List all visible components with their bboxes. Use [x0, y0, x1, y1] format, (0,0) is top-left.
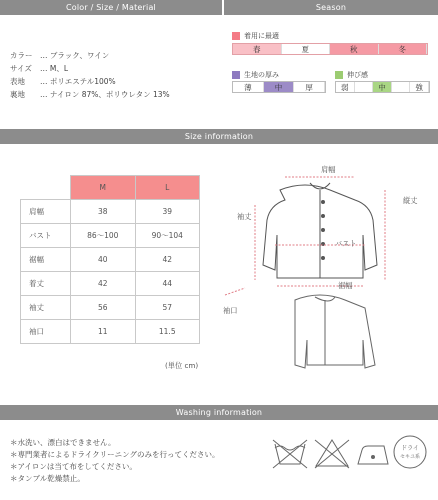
jacket-back-illustration: [295, 295, 375, 368]
stretch-swatch: [335, 71, 343, 79]
row-label: 裾幅: [21, 248, 71, 272]
washing-information-header: Washing information: [0, 405, 438, 420]
cell-m: 86〜100: [71, 224, 136, 248]
label-cuff: 袖口: [223, 306, 238, 315]
row-label: 肩幅: [21, 200, 71, 224]
table-row: [21, 248, 200, 272]
label-hem: 裾幅: [338, 281, 353, 290]
size-table-header: [21, 176, 200, 200]
cell-l: 44: [135, 272, 200, 296]
stretch-legend: 伸び感: [335, 70, 368, 80]
label-sleeve: 袖丈: [237, 212, 252, 221]
season-legend: 着用に最適: [232, 31, 279, 41]
cell-l: 57: [135, 296, 200, 320]
washing-line-1: ＊水洗い、漂白はできません。: [10, 438, 116, 447]
unit-note: (単位 cm): [165, 361, 199, 370]
washing-line-2: ＊専門業者によるドライクリーニングのみを行ってください。: [10, 450, 220, 459]
stretch-strong: 強: [410, 82, 429, 92]
size-col-l: L: [135, 176, 200, 200]
washing-line-4: ＊タンブル乾燥禁止。: [10, 474, 85, 483]
stretch-medium: 中: [373, 82, 392, 92]
label-shoulder: 肩幅: [321, 165, 336, 174]
thickness-swatch: [232, 71, 240, 79]
thickness-scale: [232, 81, 326, 93]
svg-text:セキユ系: セキユ系: [399, 454, 421, 460]
table-row: [21, 200, 200, 224]
spec-color: カラー … ブラック、ワイン: [10, 51, 110, 60]
dry-clean-icon: [394, 436, 426, 468]
label-length: 縦丈: [403, 196, 418, 205]
washing-line-3: ＊アイロンは当て布をしてください。: [10, 462, 137, 471]
stretch-weak-mid: [355, 82, 374, 92]
cell-m: 40: [71, 248, 136, 272]
season-header: Season: [224, 0, 438, 15]
season-scale: [232, 43, 428, 55]
measurement-lines: [225, 177, 385, 295]
cell-l: 90〜104: [135, 224, 200, 248]
season-summer: 夏: [282, 44, 331, 54]
thickness-thin: 薄: [233, 82, 264, 92]
color-size-material-header: Color / Size / Material: [0, 0, 222, 15]
row-label: 袖丈: [21, 296, 71, 320]
season-winter: 冬: [379, 44, 428, 54]
size-col-m: M: [71, 176, 136, 200]
cell-m: 38: [71, 200, 136, 224]
care-symbols: [270, 432, 430, 477]
garment-diagram: [215, 150, 435, 375]
thickness-legend: 生地の厚み: [232, 70, 279, 80]
cell-l: 42: [135, 248, 200, 272]
no-wash-icon: [273, 440, 307, 468]
row-label: バスト: [21, 224, 71, 248]
svg-text:ドライ: ドライ: [401, 445, 419, 452]
spec-size: サイズ … M、L: [10, 64, 69, 73]
table-row: [21, 224, 200, 248]
jacket-front-illustration: [263, 183, 377, 278]
spec-lining: 裏地 … ナイロン 87%、ポリウレタン 13%: [10, 90, 170, 99]
cell-l: 39: [135, 200, 200, 224]
thickness-thick: 厚: [294, 82, 325, 92]
stretch-mid-strong: [392, 82, 411, 92]
row-label: 袖口: [21, 320, 71, 344]
stretch-scale: [335, 81, 430, 93]
label-bust: バスト: [335, 239, 357, 248]
thickness-medium: 中: [264, 82, 295, 92]
season-autumn: 秋: [330, 44, 379, 54]
iron-low-icon: [358, 446, 388, 464]
table-row: [21, 296, 200, 320]
cell-m: 42: [71, 272, 136, 296]
cell-m: 56: [71, 296, 136, 320]
spec-outer-fabric: 表地 … ポリエステル100%: [10, 77, 116, 86]
season-swatch: [232, 32, 240, 40]
cell-l: 11.5: [135, 320, 200, 344]
size-information-header: Size information: [0, 129, 438, 144]
season-spring: 春: [233, 44, 282, 54]
size-table: [20, 175, 200, 344]
size-table-corner: [21, 176, 71, 200]
row-label: 着丈: [21, 272, 71, 296]
no-bleach-icon: [315, 440, 349, 468]
stretch-weak: 弱: [336, 82, 355, 92]
table-row: [21, 272, 200, 296]
table-row: [21, 320, 200, 344]
cell-m: 11: [71, 320, 136, 344]
